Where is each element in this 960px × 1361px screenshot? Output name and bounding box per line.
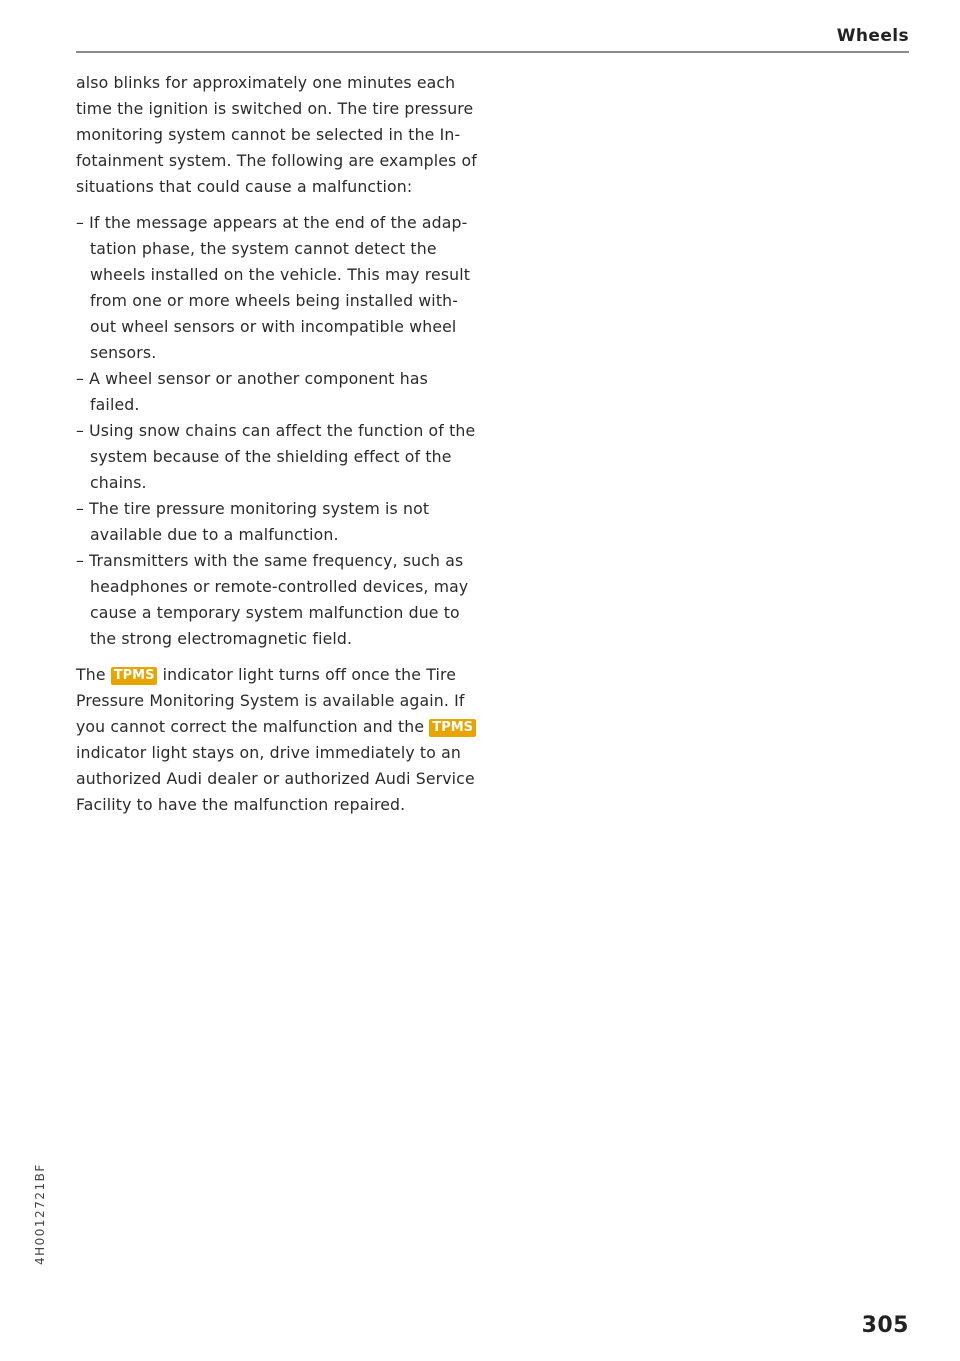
malfunction-causes-list: [76, 210, 481, 652]
tpms-warning-icon: TPMS: [111, 667, 158, 685]
closing-paragraph: [76, 662, 481, 818]
list-item: – The tire pressure monitoring system is not available due to a malfunction.: [76, 499, 430, 544]
closing-text-2: indicator light turns off once the Tire Pressure Monitoring System is available again. If you cannot correct the malfunction and the: [76, 665, 465, 736]
list-item: – If the message appears at the end of the adap-tation phase, the system cannot detect the wheels installed on the vehicle. This may result from one or more wheels being installed with-out wheel sensors or with incompatible wheel sensors.: [76, 213, 471, 362]
list-item: – A wheel sensor or another component has failed.: [76, 369, 428, 414]
intro-paragraph: also blinks for approximately one minutes each time the ignition is switched on. The tire pressure monitoring system cannot be selected in the In-fotainment system. The following are examples of situations that could cause a malfunction:: [76, 73, 477, 196]
tpms-warning-icon: TPMS: [429, 719, 476, 737]
page-content: [76, 70, 481, 818]
closing-text-3: indicator light stays on, drive immediately to an authorized Audi dealer or authorized Audi Service Facility to have the malfunction repaired.: [76, 743, 475, 814]
header-divider: [76, 51, 909, 53]
document-code: 4H0012721BF: [33, 1163, 47, 1265]
list-item: – Transmitters with the same frequency, such as headphones or remote-controlled devices, may cause a temporary system malfunction due to the strong electromagnetic field.: [76, 551, 469, 648]
page-number: 305: [861, 1313, 909, 1338]
list-item: – Using snow chains can affect the function of the system because of the shielding effect of the chains.: [76, 421, 476, 492]
closing-text-1: The: [76, 665, 106, 684]
section-title: Wheels: [836, 26, 909, 46]
